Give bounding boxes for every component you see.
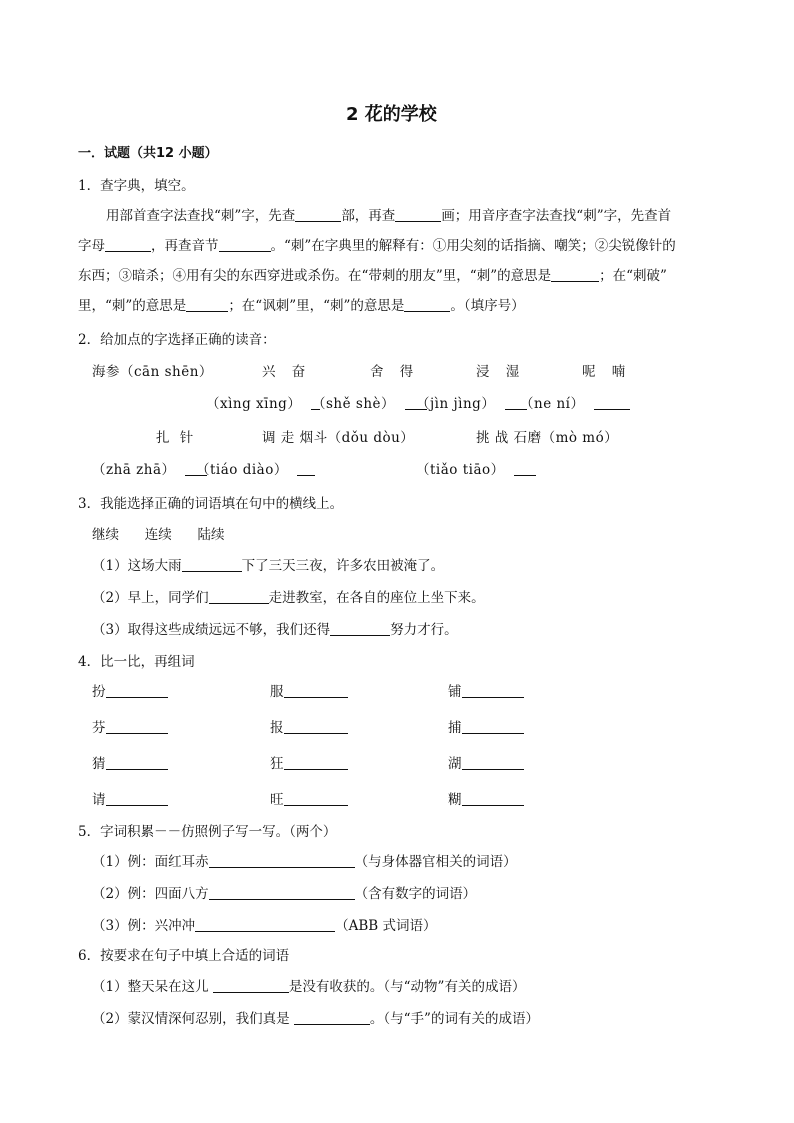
pinyin-options-she: （shě shè） — [312, 394, 427, 414]
blank[interactable] — [195, 917, 335, 932]
blank[interactable] — [219, 237, 271, 252]
blank[interactable] — [106, 719, 168, 734]
word-ninan: 呢 喃 — [582, 364, 632, 380]
answer-blank[interactable] — [514, 461, 536, 476]
question-3-sentence-1: （1）这场大雨 下了三天三夜，许多农田被淹了。 — [92, 558, 445, 574]
question-6-item-2: （2）蒙汉情深何忍别，我们真是 。（与“手”的词有关的成语） — [92, 1011, 539, 1027]
blank[interactable] — [106, 683, 168, 698]
blank[interactable] — [404, 297, 450, 312]
blank[interactable] — [209, 589, 269, 604]
pinyin-options-zha: （zhā zhā） — [92, 460, 207, 480]
pinyin-options-ne: （ne ní） — [520, 394, 630, 414]
question-1-line-3: 东西；③暗杀；④用有尖的东西穿进或杀伤。在“带刺的朋友”里，“刺”的意思是 ；在“刺破” — [78, 268, 667, 284]
question-3-sentence-2: （2）早上，同学们 走进教室，在各自的座位上坐下来。 — [92, 590, 485, 606]
question-5-item-3: （3）例：兴冲冲 （ABB 式词语） — [92, 918, 437, 934]
blank[interactable] — [284, 719, 348, 734]
compare-item: 扮 — [92, 682, 168, 702]
answer-blank[interactable] — [594, 395, 630, 410]
blank[interactable] — [284, 791, 348, 806]
page-title: 2 花的学校 — [346, 104, 437, 125]
blank[interactable] — [294, 1010, 370, 1025]
question-2-heading: 2．给加点的字选择正确的读音： — [78, 332, 276, 348]
question-3-sentence-3: （3）取得这些成绩远远不够，我们还得 努力才行。 — [92, 622, 458, 638]
blank[interactable] — [462, 683, 524, 698]
question-4-heading: 4．比一比，再组词 — [78, 654, 195, 670]
question-5-heading: 5．字词积累－－仿照例子写一写。（两个） — [78, 824, 337, 840]
compare-item: 铺 — [448, 682, 524, 702]
blank[interactable] — [284, 683, 348, 698]
word-shede: 舍 得 — [370, 364, 420, 380]
pinyin-options-tiao2: （tiǎo tiāo） — [416, 460, 536, 480]
answer-blank[interactable] — [297, 461, 315, 476]
word-xingfen: 兴 奋 — [262, 364, 312, 380]
question-6-heading: 6．按要求在句子中填上合适的词语 — [78, 948, 290, 964]
blank[interactable] — [209, 885, 355, 900]
question-1-line-1: 用部首查字法查找“刺”字，先查 部，再查 画；用音序查字法查找“刺”字，先查首 — [106, 208, 672, 224]
question-5-item-1: （1）例：面红耳赤 （与身体器官相关的词语） — [92, 854, 517, 870]
compare-item: 猜 — [92, 754, 168, 774]
question-6-item-1: （1）整天呆在这儿 是没有收获的。（与“动物”有关的成语） — [92, 979, 526, 995]
compare-item: 糊 — [448, 790, 524, 810]
compare-item: 报 — [270, 718, 348, 738]
blank[interactable] — [330, 621, 390, 636]
blank[interactable] — [295, 207, 341, 222]
compare-item: 捕 — [448, 718, 524, 738]
blank[interactable] — [209, 853, 355, 868]
pinyin-options-tiao: （tiáo diào） — [196, 460, 315, 480]
question-5-item-2: （2）例：四面八方 （含有数字的词语） — [92, 886, 477, 902]
pinyin-options-xing: （xìng xīng） — [206, 394, 320, 414]
compare-item: 狂 — [270, 754, 348, 774]
blank[interactable] — [213, 978, 289, 993]
compare-item: 湖 — [448, 754, 524, 774]
question-1-heading: 1．查字典，填空。 — [78, 178, 195, 194]
blank[interactable] — [462, 719, 524, 734]
blank[interactable] — [462, 791, 524, 806]
blank[interactable] — [395, 207, 441, 222]
question-1-line-2: 字母 ，再查音节 。“刺”在字典里的解释有：①用尖刻的话指摘、嘲笑；②尖锐像针的 — [78, 238, 676, 254]
blank[interactable] — [106, 791, 168, 806]
word-tiaozou-yandou: 调 走 烟斗（dǒu dòu） — [262, 430, 415, 446]
pinyin-options-jin: （jìn jìng） — [416, 394, 527, 414]
section-heading: 一．试题（共12 小题） — [78, 146, 218, 161]
blank[interactable] — [182, 557, 242, 572]
question-1-line-4: 里，“刺”的意思是 ；在“讽刺”里，“刺”的意思是 。（填序号） — [78, 298, 525, 314]
compare-item: 服 — [270, 682, 348, 702]
word-haishen: 海参（cān shēn） — [92, 364, 213, 380]
compare-item: 芬 — [92, 718, 168, 738]
word-jinshi: 浸 湿 — [476, 364, 526, 380]
compare-item: 请 — [92, 790, 168, 810]
question-3-heading: 3．我能选择正确的词语填在句中的横线上。 — [78, 496, 344, 512]
word-options: 继续 连续 陆续 — [92, 527, 225, 543]
compare-item: 旺 — [270, 790, 348, 810]
blank[interactable] — [186, 297, 228, 312]
blank[interactable] — [105, 237, 151, 252]
blank[interactable] — [284, 755, 348, 770]
word-tiaozhan-shimo: 挑 战 石磨（mò mó） — [476, 430, 619, 446]
blank[interactable] — [462, 755, 524, 770]
word-zhazhen: 扎 针 — [156, 430, 197, 446]
blank[interactable] — [106, 755, 168, 770]
blank[interactable] — [551, 267, 599, 282]
